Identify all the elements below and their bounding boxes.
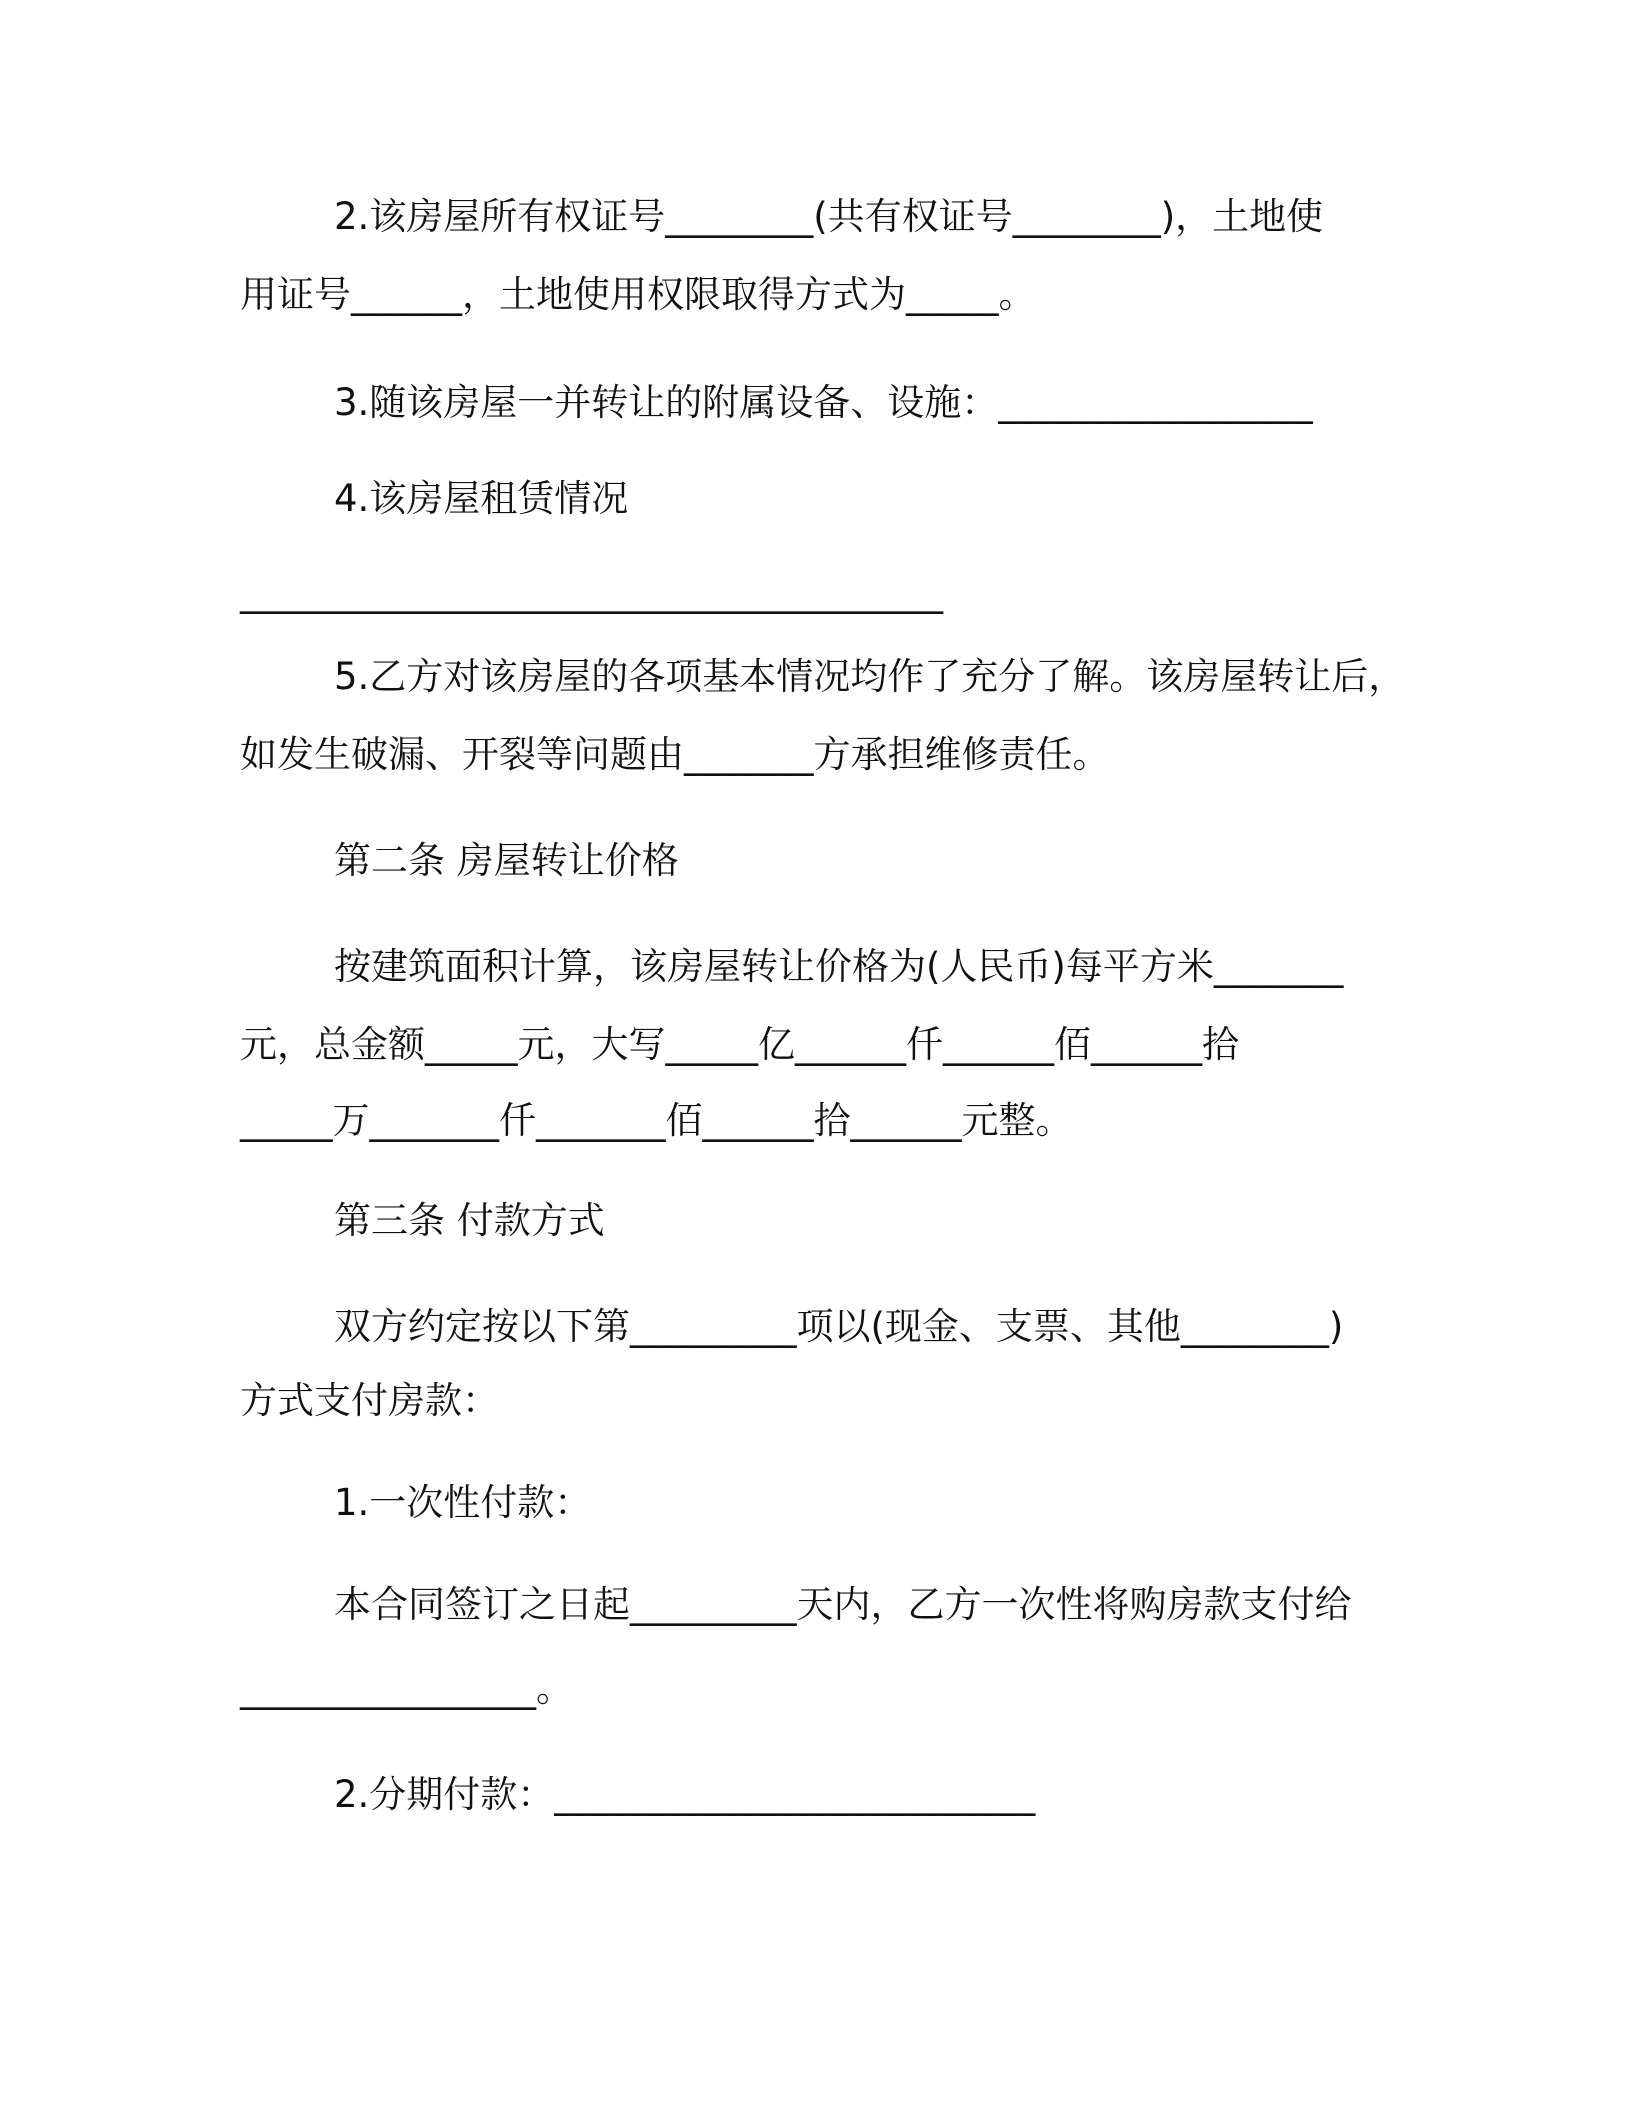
price-clause-cont-2: _____万_______仟_______佰______拾______元整。	[240, 1099, 1073, 1142]
clause-buyer-understanding-cont: 如发生破漏、开裂等问题由_______方承担维修责任。	[240, 733, 1110, 776]
clause-ownership-certificate: 2.该房屋所有权证号________(共有权证号________)，土地使	[334, 195, 1324, 238]
installment-clause: 2.分期付款：__________________________	[334, 1773, 1036, 1816]
lump-sum-clause-cont: ________________。	[240, 1667, 573, 1710]
clause-ownership-certificate-cont: 用证号______，土地使用权限取得方式为_____。	[240, 273, 1036, 316]
clause-accessories: 3.随该房屋一并转让的附属设备、设施：_________________	[334, 381, 1313, 424]
clause-lease-status-blank: ______________________________________	[240, 571, 943, 614]
payment-method-clause: 双方约定按以下第_________项以(现金、支票、其他________)	[334, 1305, 1344, 1348]
lump-sum-clause: 本合同签订之日起_________天内，乙方一次性将购房款支付给	[334, 1583, 1352, 1626]
article-two-heading: 第二条 房屋转让价格	[334, 839, 679, 882]
price-clause-cont-1: 元，总金额_____元，大写_____亿______仟______佰______拾	[240, 1023, 1239, 1066]
payment-method-clause-cont: 方式支付房款：	[240, 1379, 499, 1422]
price-clause: 按建筑面积计算，该房屋转让价格为(人民币)每平方米_______	[334, 945, 1344, 988]
lump-sum-heading: 1.一次性付款：	[334, 1481, 592, 1524]
clause-buyer-understanding: 5.乙方对该房屋的各项基本情况均作了充分了解。该房屋转让后，	[334, 655, 1406, 698]
article-three-heading: 第三条 付款方式	[334, 1199, 605, 1242]
clause-lease-status: 4.该房屋租赁情况	[334, 477, 629, 520]
